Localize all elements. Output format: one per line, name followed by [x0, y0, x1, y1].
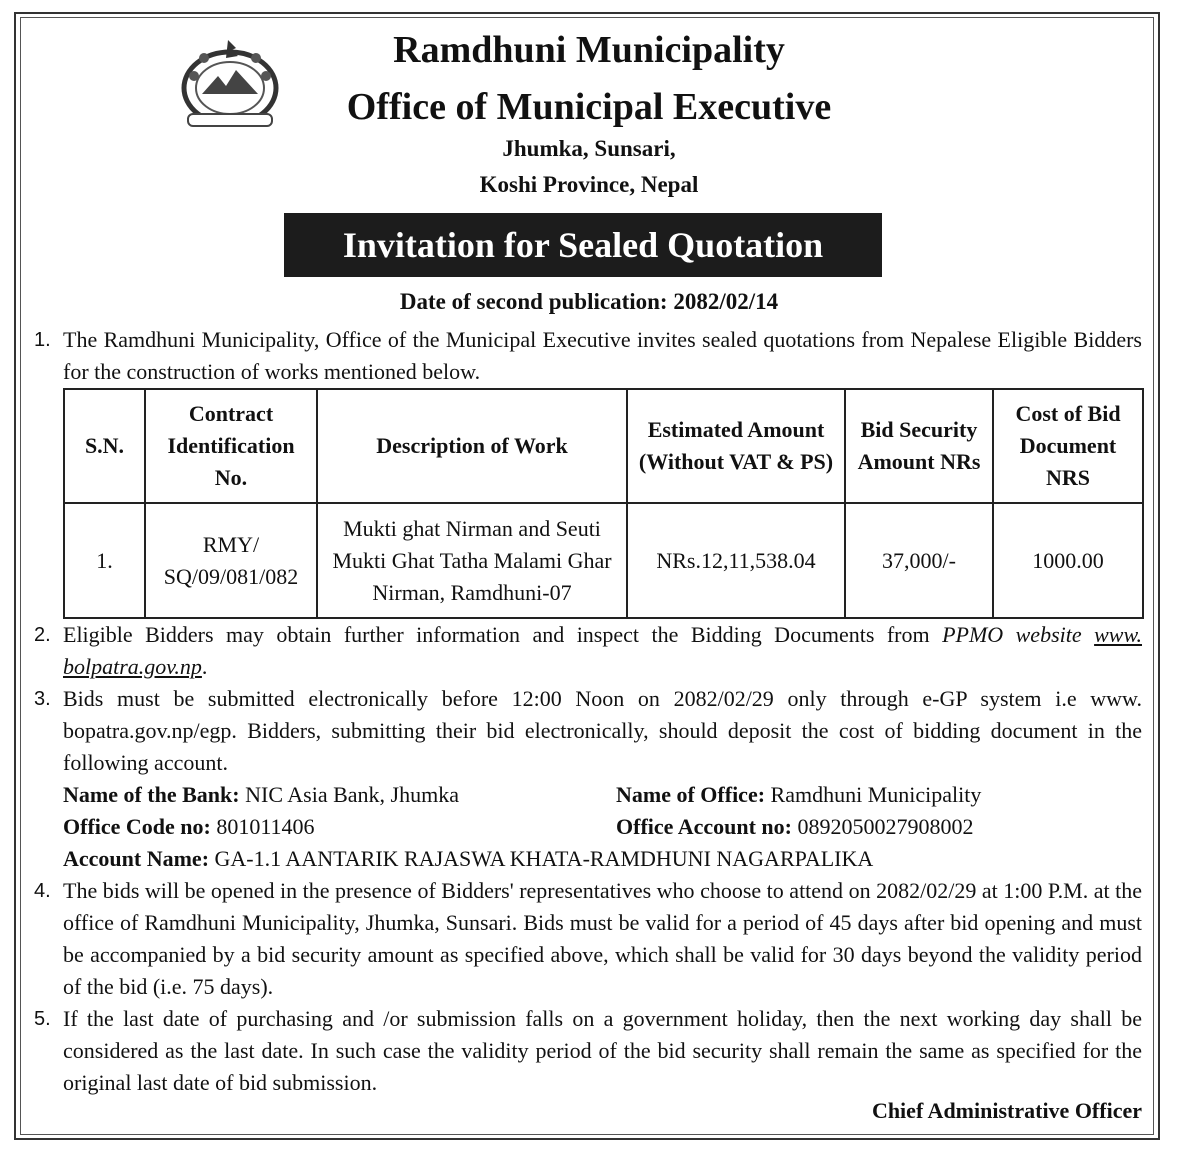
account-no-label: Office Account no:	[616, 814, 792, 839]
bank-label: Name of the Bank:	[63, 782, 240, 807]
cell-contract-id: RMY/ SQ/09/081/082	[145, 503, 317, 618]
account-name	[63, 843, 873, 875]
cell-description: Mukti ghat Nirman and Seuti Mukti Ghat Tatha Malami Ghar Nirman, Ramdhuni-07	[317, 503, 627, 618]
item-number: 1.	[34, 329, 51, 351]
office-name	[616, 779, 981, 811]
table-row	[64, 503, 1143, 618]
office-value: Ramdhuni Municipality	[770, 782, 982, 807]
col-header-estimated-amount: Estimated Amount (Without VAT & PS)	[627, 389, 845, 503]
item-number: 2.	[34, 624, 51, 646]
cell-estimated-amount: NRs.12,11,538.04	[627, 503, 845, 618]
item-text: If the last date of purchasing and /or submission falls on a government holiday, then the next working day shall be considered as the last date. In such case the validity period of the bid security shall remain the same as specified for the original last date of bid submission.	[63, 1006, 1142, 1095]
cell-sn: 1.	[64, 503, 145, 618]
ppmo-label: PPMO website	[942, 622, 1095, 647]
col-header-contract-id: Contract Identification No.	[145, 389, 317, 503]
item-text-part: .	[201, 654, 208, 679]
col-header-description: Description of Work	[317, 389, 627, 503]
item-number: 4.	[34, 880, 51, 902]
office-code	[63, 811, 315, 843]
item-number: 5.	[34, 1008, 51, 1030]
bank-value: NIC Asia Bank, Jhumka	[245, 782, 459, 807]
code-label: Office Code no:	[63, 814, 211, 839]
signatory: Chief Administrative Officer	[871, 1098, 1142, 1123]
office-title: Office of Municipal Executive	[346, 86, 832, 128]
municipality-title: Ramdhuni Municipality	[393, 29, 785, 71]
notice-banner: Invitation for Sealed Quotation	[284, 213, 882, 277]
bank-name	[63, 779, 459, 811]
list-item	[34, 619, 1142, 683]
list-item	[34, 875, 1142, 1003]
item-text-part: Eligible Bidders may obtain further information and inspect the Bidding Documents from	[63, 622, 943, 647]
bid-table	[63, 388, 1144, 619]
code-value: 801011406	[216, 814, 315, 839]
office-account-no	[616, 811, 973, 843]
item-text: The Ramdhuni Municipality, Office of the Municipal Executive invites sealed quotations from Nepalese Eligible Bidders for the construction of works mentioned below.	[63, 327, 1142, 384]
col-header-bid-security: Bid Security Amount NRs	[845, 389, 993, 503]
table-header-row	[64, 389, 1143, 503]
address-line-2: Koshi Province, Nepal	[479, 172, 699, 197]
cell-bid-security: 37,000/-	[845, 503, 993, 618]
item-number: 3.	[34, 688, 51, 710]
account-no-value: 0892050027908002	[797, 814, 974, 839]
address-line-1: Jhumka, Sunsari,	[502, 136, 676, 161]
bolpatra-link[interactable]: www. bolpatra.gov.np	[63, 622, 1142, 679]
cell-cost-of-bid: 1000.00	[993, 503, 1143, 618]
item-text: The bids will be opened in the presence of Bidders' representatives who choose to attend on 2082/02/29 at 1:00 P.M. at the office of Ramdhuni Municipality, Jhumka, Sunsari. Bids must be valid for a period of 45 days after bid opening and must be accompanied by a bid security amount as specified above, which shall be valid for 30 days beyond the validity period of the bid (i.e. 75 days).	[63, 878, 1142, 999]
item-text	[63, 619, 1142, 683]
list-item	[34, 683, 1142, 779]
account-name-value: GA-1.1 AANTARIK RAJASWA KHATA-RAMDHUNI NAGARPALIKA	[214, 846, 874, 871]
publication-date: Date of second publication: 2082/02/14	[399, 289, 779, 314]
col-header-cost-of-bid: Cost of Bid Document NRS	[993, 389, 1143, 503]
office-label: Name of Office:	[616, 782, 766, 807]
list-item	[34, 1003, 1142, 1099]
item-text: Bids must be submitted electronically before 12:00 Noon on 2082/02/29 only through e-GP system i.e www. bopatra.gov.np/egp. Bidders, submitting their bid electronically, should deposit the cost of bidding document in the following account.	[63, 686, 1142, 775]
list-item	[34, 324, 1142, 388]
col-header-sn: S.N.	[64, 389, 145, 503]
account-name-label: Account Name:	[63, 846, 210, 871]
